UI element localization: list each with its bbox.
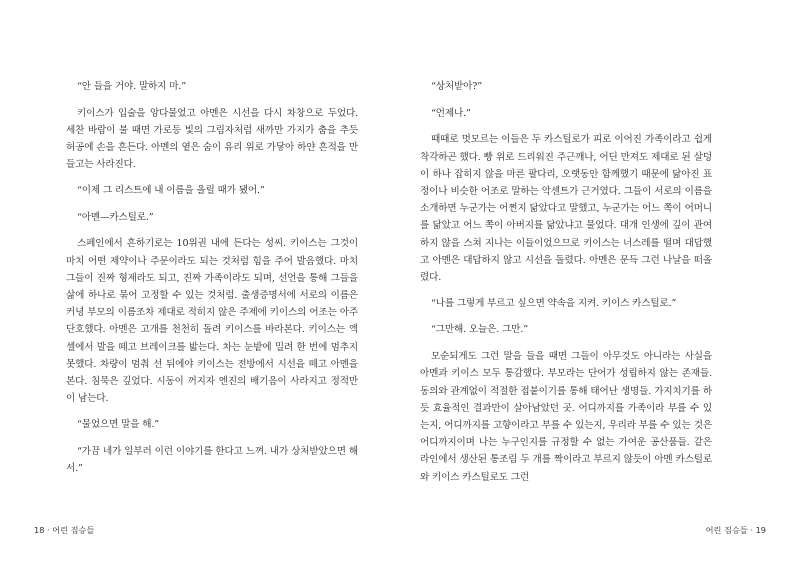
right-page-footer: 어린 짐승들 · 19 xyxy=(705,525,766,535)
paragraph: “그만해. 오늘은. 그만.” xyxy=(431,324,528,336)
paragraph: “상처받아?” xyxy=(431,81,482,92)
paragraph: “물었으면 말을 해.” xyxy=(77,418,160,430)
paragraph: 키이스가 입술을 앙다물었고 아멘은 시선을 다시 차창으로 두었다. 세찬 바람이 불 때면 가로등 빛의 그림자처럼 새까만 가지가 춤을 추듯 허공에 손을 흔든다. 아멘의 옅은 숨이 유리 위로 가닿아 하얀 흔적을 만들고는 사라진다. xyxy=(66,107,358,171)
paragraph: 때때로 멋모르는 이들은 두 카스틸로가 피로 이어진 가족이라고 쉽게 착각하곤 했다. 빵 위로 드리워진 주근깨나, 어딘 만져도 제대로 된 살덩이 하나 잡히지 않을 마른 팔다리, 오랫동안 함께했기 때문에 닮아진 표정이나 비슷한 어조로 말하는 악센트가 근거였다. 그들이 서로의 이름을 소개하면 누군가는 어쩐지 닮았다고 말했고, 누군가는 어느 쪽이 어머니를 닮았고 어느 쪽이 아버지를 닮았냐고 물었다. 대개 인생에 깊이 관여하지 않을 스쳐 지나는 이들이었으므로 키이스는 너스레를 떨며 대답했고 아멘은 대답하지 않고 시선을 돌렸다. 아멘은 문득 그런 나날을 떠올렸다. xyxy=(420,134,712,284)
left-page-body xyxy=(66,78,358,486)
left-page-footer: 18 · 어린 짐승들 xyxy=(34,525,95,535)
right-page-body xyxy=(420,78,712,494)
paragraph: “언제나.” xyxy=(431,107,471,119)
paragraph: “아멘—카스틸로.” xyxy=(77,211,154,223)
paragraph: “나를 그렇게 부르고 싶으면 약속을 지켜. 키이스 카스틸로.” xyxy=(431,297,677,309)
paragraph: “안 들을 거야. 말하지 마.” xyxy=(77,81,186,92)
paragraph: “이제 그 리스트에 내 이름을 올릴 때가 됐어.” xyxy=(77,185,265,197)
paragraph: 모순되게도 그런 말을 들을 때면 그들이 아무것도 아니라는 사실을 아멘과 키이스 모두 통감했다. 부모라는 단어가 성립하지 않는 존재들. 동의와 관계없이 적절한 접붙이기를 통해 태어난 생명들. 가지치기를 하듯 효율적인 결과만이 살아남았던 곳. 어디까지를 가족이라 부를 수 있는지, 어디까지를 고향이라고 부를 수 있는지, 우리라 부를 수 있는 것은 어디까지이며 나는 누구인지를 규정할 수 없는 가여운 공산품들. 같은 라인에서 생산된 통조림 두 개를 짝이라고 부르지 않듯이 아멘 카스틸로와 키이스 카스틸로도 그런 xyxy=(420,351,712,483)
right-page xyxy=(400,0,800,573)
paragraph: “가끔 네가 일부러 이런 이야기를 한다고 느껴. 내가 상처받았으면 해서.” xyxy=(66,445,358,474)
paragraph: 스페인에서 흔하기로는 10위권 내에 든다는 성씨. 키이스는 그것이 마치 어떤 제약이나 주문이라도 되는 것처럼 힘을 주어 발음했다. 마치 그들이 진짜 형제라도 되고, 진짜 가족이라도 되며, 선언을 통해 그들을 삶에 하나로 묶어 고정할 수 있는 것처럼. 출생증명서에 서로의 이름은커녕 부모의 이름조차 제대로 적히지 않은 주제에 키이스의 어조는 아주 단호했다. 아멘은 고개를 천천히 돌려 키이스를 바라본다. 키이스는 엑셀에서 발을 떼고 브레이크를 밟는다. 차는 눈밭에 밀려 한 번에 멈추지 못했다. 차량이 멈춰 선 뒤에야 키이스는 전방에서 시선을 떼고 아멘을 본다. 침묵은 깊었다. 시동이 꺼지자 엔진의 배기음이 사라지고 정적만이 남는다. xyxy=(66,238,358,405)
